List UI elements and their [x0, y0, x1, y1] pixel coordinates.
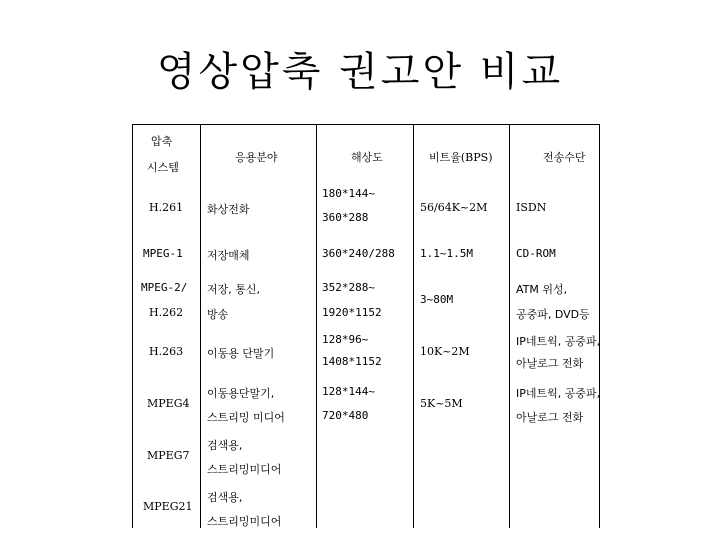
row-resolution: 128*96~: [322, 333, 369, 346]
row-resolution: 1920*1152: [322, 306, 382, 319]
row-resolution: 720*480: [322, 409, 369, 422]
row-system: MPEG-2/: [141, 281, 188, 294]
column-divider: [316, 125, 317, 528]
row-system: MPEG-1: [143, 247, 183, 260]
row-application: 검색용,: [207, 439, 243, 452]
row-application: 방송: [207, 308, 229, 321]
row-resolution: 360*288: [322, 211, 369, 224]
header-application: 응용분야: [235, 151, 278, 164]
row-transport: 아날로그 전화: [516, 411, 584, 424]
row-transport: IP네트웍, 공중파,: [516, 387, 601, 400]
header-bitrate: 비트율(BPS): [429, 151, 493, 164]
row-bitrate: 3~80M: [420, 293, 454, 306]
row-transport: CD-ROM: [516, 247, 556, 260]
row-application: 이동용 단말기: [207, 347, 275, 360]
row-transport: ATM 위성,: [516, 283, 568, 296]
slide-title: 영상압축 권고안 비교: [156, 49, 564, 95]
row-application: 스트리밍미디어: [207, 463, 282, 476]
row-transport: ISDN: [516, 201, 547, 214]
header-transport: 전송수단: [543, 151, 586, 164]
column-divider: [509, 125, 510, 528]
row-application: 검색용,: [207, 491, 243, 504]
row-bitrate: 1.1~1.5M: [420, 247, 473, 260]
column-divider: [413, 125, 414, 528]
row-resolution: 128*144~: [322, 385, 375, 398]
row-resolution: 360*240/288: [322, 247, 395, 260]
row-application: 저장매체: [207, 249, 250, 262]
row-resolution: 1408*1152: [322, 355, 382, 368]
row-system: H.262: [149, 306, 184, 319]
row-application: 저장, 통신,: [207, 283, 260, 296]
row-transport: IP네트웍, 공중파,: [516, 335, 601, 348]
row-transport: 공중파, DVD등: [516, 308, 590, 321]
row-application: 스트리밍 미디어: [207, 411, 285, 424]
header-system-line1: 압축: [151, 135, 173, 148]
row-system: H.263: [149, 345, 184, 358]
column-divider: [200, 125, 201, 528]
row-bitrate: 10K~2M: [420, 345, 470, 358]
row-application: 스트리밍미디어: [207, 515, 282, 528]
row-resolution: 352*288~: [322, 281, 375, 294]
row-system: H.261: [149, 201, 184, 214]
comparison-table: [132, 124, 600, 528]
row-resolution: 180*144~: [322, 187, 375, 200]
row-system: MPEG7: [147, 449, 190, 462]
header-system-line2: 시스템: [147, 161, 179, 174]
row-bitrate: 5K~5M: [420, 397, 463, 410]
row-transport: 아날로그 전화: [516, 357, 584, 370]
row-application: 이동용단말기,: [207, 387, 275, 400]
row-bitrate: 56/64K~2M: [420, 201, 488, 214]
row-system: MPEG21: [143, 500, 193, 513]
row-system: MPEG4: [147, 397, 190, 410]
row-application: 화상전화: [207, 203, 250, 216]
header-resolution: 해상도: [351, 151, 383, 164]
